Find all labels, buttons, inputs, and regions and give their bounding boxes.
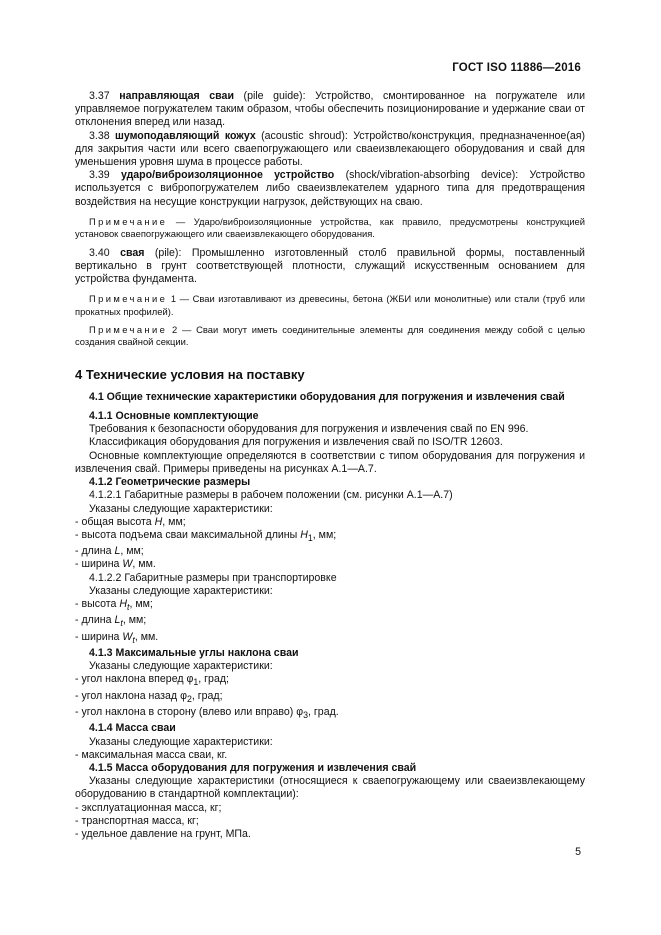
list-item: - угол наклона вперед $\varphi_1$, град; <box>75 673 229 688</box>
document-header: ГОСТ ISO 11886—2016 <box>452 62 581 74</box>
definition-3-38 <box>75 130 585 170</box>
note-3-40-2 <box>75 324 585 349</box>
def-term: направляющая сваи <box>119 90 234 102</box>
note-3-40-1 <box>75 293 585 318</box>
paragraph: Основные комплектующие определяются в соответствии с типом оборудования для погружения и извлечения свай. Примеры приведены на рисунках А.1—А.7. <box>75 449 585 475</box>
note-label: Примечание <box>89 324 168 336</box>
paragraph: Классификация оборудования для погружения и извлечения свай по ISO/TR 12603. <box>89 436 503 449</box>
section-4-1-2-title: 4.1.2 Геометрические размеры <box>89 476 251 489</box>
def-text: Устройство/конструкция, предназначенное(ая) для закрытия части или всего сваепогружающего или сваеизвлекающего оборудования и свай для уменьшения уровня шума в процессе работы. <box>75 129 586 169</box>
def-term: свая <box>120 246 145 259</box>
list-item: - общая высота H, мм; <box>75 515 186 528</box>
note-text: — Сваи изготавливают из древесины, бетона (ЖБИ или монолитные) или стали (труб или прокатных профилей). <box>75 293 586 317</box>
list-intro: Указаны следующие характеристики: <box>89 584 273 597</box>
section-4-1-5-title: 4.1.5 Масса оборудования для погружения и извлечения свай <box>89 761 417 774</box>
def-number: 3.38 <box>89 129 110 142</box>
note-3-39 <box>75 216 585 241</box>
list-item: - длина $L_t$, мм; <box>75 614 147 629</box>
list-item: - длина L, мм; <box>75 545 144 558</box>
def-number: 3.40 <box>89 246 110 259</box>
definition-3-37 <box>75 90 585 130</box>
list-item: - транспортная масса, кг; <box>75 814 199 827</box>
def-term: шумоподавляющий кожух <box>115 129 256 142</box>
section-4-1-3-title: 4.1.3 Максимальные углы наклона сваи <box>89 646 299 659</box>
note-text: — Сваи могут иметь соединительные элементы для соединения между собой с целью создания свайной секции. <box>75 324 585 348</box>
def-term: ударо/виброизоляционное устройство <box>120 169 335 182</box>
list-item: - высота $H_t$, мм; <box>75 598 153 613</box>
def-english: (acoustic shroud): <box>261 129 348 142</box>
def-english: (pile guide): <box>243 90 306 102</box>
subsection-4-1-2-1: 4.1.2.1 Габаритные размеры в рабочем положении (см. рисунки А.1—А.7) <box>89 489 453 502</box>
section-4-1-1-title: 4.1.1 Основные комплектующие <box>89 410 259 423</box>
list-intro: Указаны следующие характеристики: <box>89 735 273 748</box>
paragraph: Требования к безопасности оборудования для погружения и извлечения свай по EN 996. <box>89 423 529 436</box>
note-number: 2 <box>172 324 178 336</box>
list-intro: Указаны следующие характеристики (относящиеся к сваепогружающему или сваеизвлекающему оборудованию в стандартной комплектации): <box>75 775 585 801</box>
list-item: - угол наклона назад $\varphi_2$, град; <box>75 689 223 704</box>
section-4-1-title: 4.1 Общие технические характеристики оборудования для погружения и извлечения свай <box>89 390 565 403</box>
def-text: Устройство используется с вибропогружателем либо сваеизвлекателем ударного типа для предотвращения воздействия на несущие конструкции нагрузок, действующих на сваю. <box>75 169 585 208</box>
page-number: 5 <box>575 846 581 858</box>
list-item: - удельное давление на грунт, МПа. <box>75 827 251 840</box>
list-item: - высота подъема сваи максимальной длины $H_1$, мм; <box>75 528 337 544</box>
definition-3-40 <box>75 247 585 287</box>
note-number: 1 <box>170 293 177 305</box>
def-english: (pile): <box>154 246 182 259</box>
def-text: Устройство, смонтированное на погружателе или управляемое погружателем таким образом, чтобы обеспечить позиционирование и удержание сваи от отклонения вперед или назад. <box>75 90 586 129</box>
note-text: — Ударо/виброизоляционные устройства, как правило, предусмотрены конструкцией установок сваепогружающего или сваеизвлекающего оборудования. <box>75 215 586 240</box>
def-number: 3.39 <box>89 169 110 182</box>
definition-3-39 <box>75 169 585 209</box>
page-content <box>75 90 585 841</box>
section-4-1-4-title: 4.1.4 Масса сваи <box>89 722 176 735</box>
note-label: Примечание <box>89 293 168 305</box>
def-number: 3.37 <box>89 90 110 102</box>
section-4-title: 4 Технические условия на поставку <box>75 366 305 382</box>
list-item: - ширина W, мм. <box>75 558 156 571</box>
list-intro: Указаны следующие характеристики: <box>89 660 273 673</box>
list-item: - угол наклона в сторону (влево или вправо) $\varphi_3$, град. <box>75 706 339 721</box>
list-item: - ширина $W_t$, мм. <box>75 630 159 645</box>
list-item: - максимальная масса сваи, кг. <box>75 748 228 761</box>
def-english: (shock/vibration-absorbing device): <box>345 169 519 182</box>
list-item: - эксплуатационная масса, кг; <box>75 801 222 814</box>
list-intro: Указаны следующие характеристики: <box>89 502 273 515</box>
subsection-4-1-2-2: 4.1.2.2 Габаритные размеры при транспортировке <box>89 571 337 584</box>
note-label: Примечание <box>89 215 168 227</box>
def-text: Промышленно изготовленный столб правильной формы, поставленный вертикально в грунт соответствующей плотности, служащий искусственным основанием для устройства фундамента. <box>75 246 585 286</box>
